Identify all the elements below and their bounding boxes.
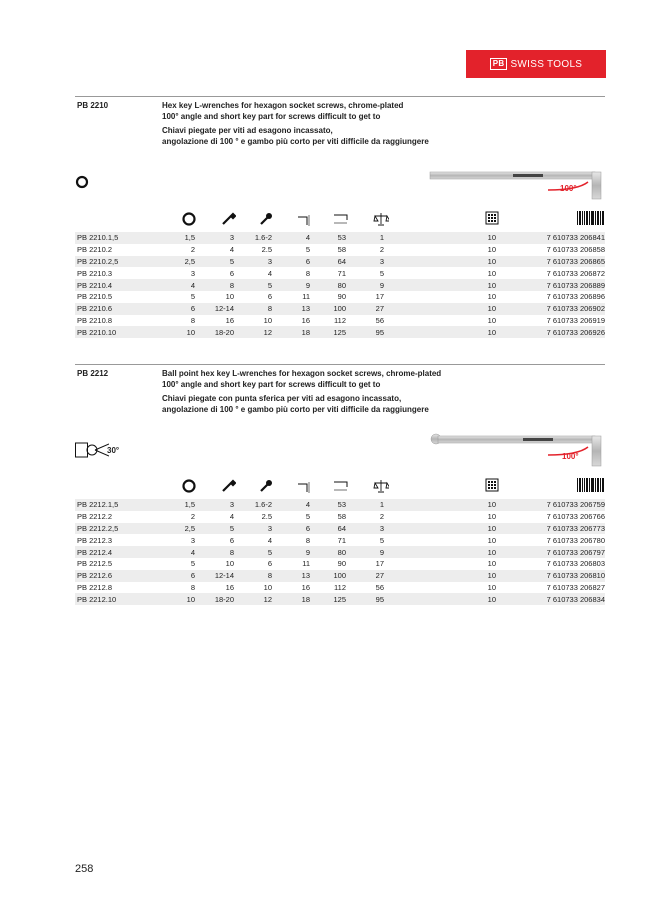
angle-label: 100° bbox=[562, 452, 579, 461]
table-row bbox=[75, 315, 605, 327]
table-cell: 64 bbox=[310, 256, 346, 268]
table-cell: 5 bbox=[234, 279, 272, 291]
table-cell: 3 bbox=[234, 256, 272, 268]
table-row bbox=[75, 279, 605, 291]
table-cell: 1,5 bbox=[172, 232, 195, 244]
long-arm-length-icon bbox=[332, 478, 350, 494]
table-row bbox=[75, 558, 605, 570]
table-cell: 10 bbox=[384, 232, 496, 244]
long-arm-length-icon bbox=[332, 211, 350, 227]
description-en-line1: Ball point hex key L-wrenches for hexagon socket screws, chrome-plated bbox=[162, 369, 442, 378]
table-cell: PB 2212.6 bbox=[75, 570, 172, 582]
table-cell: 11 bbox=[302, 559, 310, 569]
table-cell: 1.6-2 bbox=[234, 232, 272, 244]
table-cell: 2 bbox=[190, 512, 195, 522]
table-cell: 10 bbox=[384, 523, 496, 535]
table-cell: 7 610733 206865 bbox=[496, 256, 605, 268]
table-cell: 3 bbox=[190, 535, 195, 545]
table-cell: 7 610733 206896 bbox=[546, 292, 605, 302]
table-cell: 58 bbox=[337, 245, 346, 255]
table-cell: 3 bbox=[190, 268, 195, 278]
table-cell: 10 bbox=[487, 292, 496, 302]
product-code: PB 2212 bbox=[77, 369, 109, 378]
table-cell: 10 bbox=[487, 315, 496, 325]
table-cell: 10 bbox=[384, 546, 496, 558]
table-cell: 5 bbox=[190, 559, 195, 569]
table-cell: 53 bbox=[310, 232, 346, 244]
table-cell: 7 610733 206919 bbox=[546, 315, 605, 325]
product-description bbox=[162, 369, 592, 415]
table-cell: 1 bbox=[346, 232, 384, 244]
table-cell: 5 bbox=[379, 535, 384, 545]
table-cell: 2.5 bbox=[261, 245, 272, 255]
table-cell: 4 bbox=[229, 245, 234, 255]
ball-point-angle-icon bbox=[75, 440, 109, 462]
table-cell: 10 bbox=[487, 512, 496, 522]
table-cell: 6 bbox=[229, 535, 234, 545]
table-cell: 12 bbox=[234, 593, 272, 605]
table-cell: 5 bbox=[190, 292, 195, 302]
table-row bbox=[75, 511, 605, 523]
table-cell: 2,5 bbox=[172, 523, 195, 535]
table-cell: 7 610733 206759 bbox=[496, 499, 605, 511]
product-table bbox=[75, 499, 605, 605]
barcode-icon bbox=[577, 211, 605, 225]
table-cell: 3 bbox=[234, 523, 272, 535]
table-cell: 16 bbox=[225, 582, 234, 592]
table-cell: 7 610733 206780 bbox=[546, 535, 605, 545]
section-divider bbox=[75, 96, 605, 97]
table-cell: 7 610733 206803 bbox=[546, 559, 605, 569]
table-row bbox=[75, 232, 605, 244]
table-cell: 27 bbox=[346, 570, 384, 582]
table-cell: 10 bbox=[384, 570, 496, 582]
table-cell: 16 bbox=[225, 315, 234, 325]
table-cell: 10 bbox=[225, 292, 234, 302]
socket-screw-icon bbox=[220, 478, 236, 494]
table-cell: PB 2210.8 bbox=[77, 315, 113, 325]
table-cell: 11 bbox=[302, 292, 310, 302]
table-cell: 90 bbox=[337, 292, 346, 302]
table-cell: 13 bbox=[272, 570, 310, 582]
table-cell: 17 bbox=[375, 292, 384, 302]
table-cell: 7 610733 206827 bbox=[546, 582, 605, 592]
table-cell: 7 610733 206841 bbox=[496, 232, 605, 244]
table-cell: 10 bbox=[487, 582, 496, 592]
table-cell: 10 bbox=[487, 559, 496, 569]
hex-size-icon bbox=[181, 478, 197, 494]
table-cell: 2.5 bbox=[261, 512, 272, 522]
table-cell: 5 bbox=[195, 523, 234, 535]
description-en-line2: 100° angle and short key part for screws difficult to get to bbox=[162, 111, 381, 121]
hex-size-icon bbox=[181, 211, 197, 227]
table-cell: 10 bbox=[384, 593, 496, 605]
table-cell: 10 bbox=[263, 315, 272, 325]
table-cell: 9 bbox=[346, 279, 384, 291]
table-cell: 95 bbox=[346, 593, 384, 605]
table-cell: 112 bbox=[334, 315, 346, 325]
table-cell: 6 bbox=[172, 570, 195, 582]
table-cell: 27 bbox=[346, 303, 384, 315]
table-cell: 10 bbox=[384, 279, 496, 291]
table-cell: 80 bbox=[310, 546, 346, 558]
table-cell: 7 610733 206797 bbox=[496, 546, 605, 558]
table-cell: 6 bbox=[229, 268, 234, 278]
table-cell: 56 bbox=[375, 582, 384, 592]
table-row bbox=[75, 303, 605, 315]
table-cell: 10 bbox=[487, 535, 496, 545]
table-cell: 8 bbox=[305, 535, 310, 545]
table-cell: 4 bbox=[172, 546, 195, 558]
table-cell: 18 bbox=[272, 593, 310, 605]
table-row bbox=[75, 244, 605, 256]
table-cell: PB 2212.8 bbox=[77, 582, 113, 592]
table-cell: 4 bbox=[272, 232, 310, 244]
table-cell: 95 bbox=[346, 326, 384, 338]
table-header-icons bbox=[75, 211, 605, 227]
set-screw-icon bbox=[258, 211, 274, 227]
table-cell: 1 bbox=[346, 499, 384, 511]
table-cell: 10 bbox=[172, 593, 195, 605]
table-cell: 7 610733 206858 bbox=[546, 245, 605, 255]
short-arm-length-icon bbox=[296, 478, 312, 494]
short-arm-length-icon bbox=[296, 211, 312, 227]
table-cell: 100 bbox=[310, 303, 346, 315]
hexagon-socket-icon bbox=[75, 175, 89, 189]
table-cell: 5 bbox=[195, 256, 234, 268]
table-cell: 6 bbox=[267, 559, 272, 569]
table-cell: 3 bbox=[346, 523, 384, 535]
page-number: 258 bbox=[75, 863, 94, 875]
table-cell: 6 bbox=[272, 256, 310, 268]
table-cell: 3 bbox=[195, 232, 234, 244]
table-cell: PB 2212.2,5 bbox=[75, 523, 172, 535]
table-cell: PB 2210.5 bbox=[77, 292, 113, 302]
table-row bbox=[75, 570, 605, 582]
table-cell: 9 bbox=[272, 546, 310, 558]
table-row bbox=[75, 499, 605, 511]
product-code: PB 2210 bbox=[77, 101, 109, 110]
weight-scale-icon bbox=[373, 478, 389, 494]
table-cell: 100 bbox=[310, 570, 346, 582]
table-cell: 17 bbox=[375, 559, 384, 569]
package-quantity-icon bbox=[485, 211, 499, 225]
table-cell: 4 bbox=[272, 499, 310, 511]
weight-scale-icon bbox=[373, 211, 389, 227]
table-row bbox=[75, 534, 605, 546]
brand-name: SWISS TOOLS bbox=[510, 58, 583, 70]
table-cell: 7 610733 206872 bbox=[546, 268, 605, 278]
table-cell: 8 bbox=[195, 279, 234, 291]
table-cell: 90 bbox=[337, 559, 346, 569]
table-cell: 10 bbox=[172, 326, 195, 338]
table-cell: 12-14 bbox=[195, 570, 234, 582]
table-cell: 1.6-2 bbox=[234, 499, 272, 511]
ball-point-key-product-image bbox=[428, 430, 608, 470]
description-it-line1: Chiavi piegate per viti ad esagono incassato, bbox=[162, 126, 333, 135]
description-it-line2: angolazione di 100 ° e gambo più corto per viti difficile da raggiungere bbox=[162, 136, 429, 146]
table-cell: 7 610733 206902 bbox=[496, 303, 605, 315]
table-cell: 12 bbox=[234, 326, 272, 338]
table-cell: 4 bbox=[172, 279, 195, 291]
table-cell: PB 2212.5 bbox=[77, 559, 113, 569]
table-cell: 9 bbox=[346, 546, 384, 558]
table-cell: PB 2212.3 bbox=[77, 535, 113, 545]
table-cell: 1,5 bbox=[172, 499, 195, 511]
table-cell: 71 bbox=[337, 535, 346, 545]
table-cell: 56 bbox=[375, 315, 384, 325]
table-cell: 7 610733 206810 bbox=[496, 570, 605, 582]
table-cell: 53 bbox=[310, 499, 346, 511]
table-cell: 7 610733 206766 bbox=[546, 512, 605, 522]
table-cell: 112 bbox=[334, 582, 346, 592]
table-row bbox=[75, 291, 605, 303]
table-cell: 5 bbox=[305, 245, 310, 255]
package-quantity-icon bbox=[485, 478, 499, 492]
table-row bbox=[75, 523, 605, 535]
table-cell: 2 bbox=[379, 245, 384, 255]
table-cell: 8 bbox=[190, 582, 195, 592]
set-screw-icon bbox=[258, 478, 274, 494]
table-row bbox=[75, 256, 605, 268]
table-cell: PB 2210.1,5 bbox=[75, 232, 172, 244]
table-cell: 2 bbox=[190, 245, 195, 255]
table-header-icons bbox=[75, 478, 605, 494]
description-it-line1: Chiavi piegate con punta sferica per viti ad esagono incassato, bbox=[162, 394, 402, 403]
description-en-line1: Hex key L-wrenches for hexagon socket screws, chrome-plated bbox=[162, 101, 404, 110]
table-row bbox=[75, 582, 605, 594]
table-cell: 10 bbox=[384, 256, 496, 268]
angle-label: 100° bbox=[560, 184, 577, 193]
table-cell: 7 610733 206889 bbox=[496, 279, 605, 291]
table-cell: PB 2210.4 bbox=[75, 279, 172, 291]
table-cell: 18-20 bbox=[195, 593, 234, 605]
table-cell: 80 bbox=[310, 279, 346, 291]
table-row bbox=[75, 267, 605, 279]
table-cell: 10 bbox=[487, 268, 496, 278]
table-cell: 12-14 bbox=[195, 303, 234, 315]
description-en-line2: 100° angle and short key part for screws difficult to get to bbox=[162, 379, 381, 389]
table-cell: 10 bbox=[384, 326, 496, 338]
description-it-line2: angolazione di 100 ° e gambo più corto per viti difficile da raggiungere bbox=[162, 404, 429, 414]
table-cell: 7 610733 206926 bbox=[496, 326, 605, 338]
table-cell: 8 bbox=[305, 268, 310, 278]
table-cell: 125 bbox=[310, 593, 346, 605]
brand-pb-mark: PB bbox=[490, 58, 508, 70]
table-cell: 10 bbox=[263, 582, 272, 592]
table-row bbox=[75, 546, 605, 558]
table-cell: PB 2210.2 bbox=[77, 245, 113, 255]
table-cell: 4 bbox=[267, 268, 272, 278]
table-cell: 2,5 bbox=[172, 256, 195, 268]
table-cell: 8 bbox=[195, 546, 234, 558]
table-cell: 5 bbox=[379, 268, 384, 278]
table-cell: 13 bbox=[272, 303, 310, 315]
table-cell: PB 2212.10 bbox=[75, 593, 172, 605]
table-cell: 8 bbox=[234, 570, 272, 582]
table-cell: 7 610733 206773 bbox=[496, 523, 605, 535]
table-cell: PB 2212.2 bbox=[77, 512, 113, 522]
table-row bbox=[75, 593, 605, 605]
table-cell: PB 2212.4 bbox=[75, 546, 172, 558]
table-cell: PB 2210.2,5 bbox=[75, 256, 172, 268]
ball-angle-label: 30° bbox=[107, 446, 120, 455]
hex-key-product-image bbox=[428, 160, 608, 200]
table-cell: 3 bbox=[346, 256, 384, 268]
table-cell: 10 bbox=[225, 559, 234, 569]
product-table bbox=[75, 232, 605, 338]
table-cell: 64 bbox=[310, 523, 346, 535]
table-cell: 10 bbox=[384, 499, 496, 511]
section-divider bbox=[75, 364, 605, 365]
table-cell: PB 2210.10 bbox=[75, 326, 172, 338]
table-cell: 71 bbox=[337, 268, 346, 278]
table-cell: 8 bbox=[234, 303, 272, 315]
table-cell: 5 bbox=[234, 546, 272, 558]
table-cell: 8 bbox=[190, 315, 195, 325]
table-row bbox=[75, 326, 605, 338]
table-cell: 10 bbox=[384, 303, 496, 315]
barcode-icon bbox=[577, 478, 605, 492]
table-cell: 5 bbox=[305, 512, 310, 522]
table-cell: 18 bbox=[272, 326, 310, 338]
table-cell: PB 2210.6 bbox=[75, 303, 172, 315]
brand-logo bbox=[466, 50, 606, 78]
table-cell: PB 2210.3 bbox=[77, 268, 113, 278]
product-description bbox=[162, 101, 592, 147]
table-cell: 125 bbox=[310, 326, 346, 338]
table-cell: 9 bbox=[272, 279, 310, 291]
table-cell: PB 2212.1,5 bbox=[75, 499, 172, 511]
table-cell: 4 bbox=[229, 512, 234, 522]
table-cell: 16 bbox=[301, 315, 310, 325]
table-cell: 16 bbox=[301, 582, 310, 592]
table-cell: 6 bbox=[172, 303, 195, 315]
table-cell: 4 bbox=[267, 535, 272, 545]
table-cell: 3 bbox=[195, 499, 234, 511]
table-cell: 7 610733 206834 bbox=[496, 593, 605, 605]
table-cell: 18-20 bbox=[195, 326, 234, 338]
socket-screw-icon bbox=[220, 211, 236, 227]
table-cell: 6 bbox=[267, 292, 272, 302]
table-cell: 6 bbox=[272, 523, 310, 535]
table-cell: 58 bbox=[337, 512, 346, 522]
table-cell: 2 bbox=[379, 512, 384, 522]
table-cell: 10 bbox=[487, 245, 496, 255]
